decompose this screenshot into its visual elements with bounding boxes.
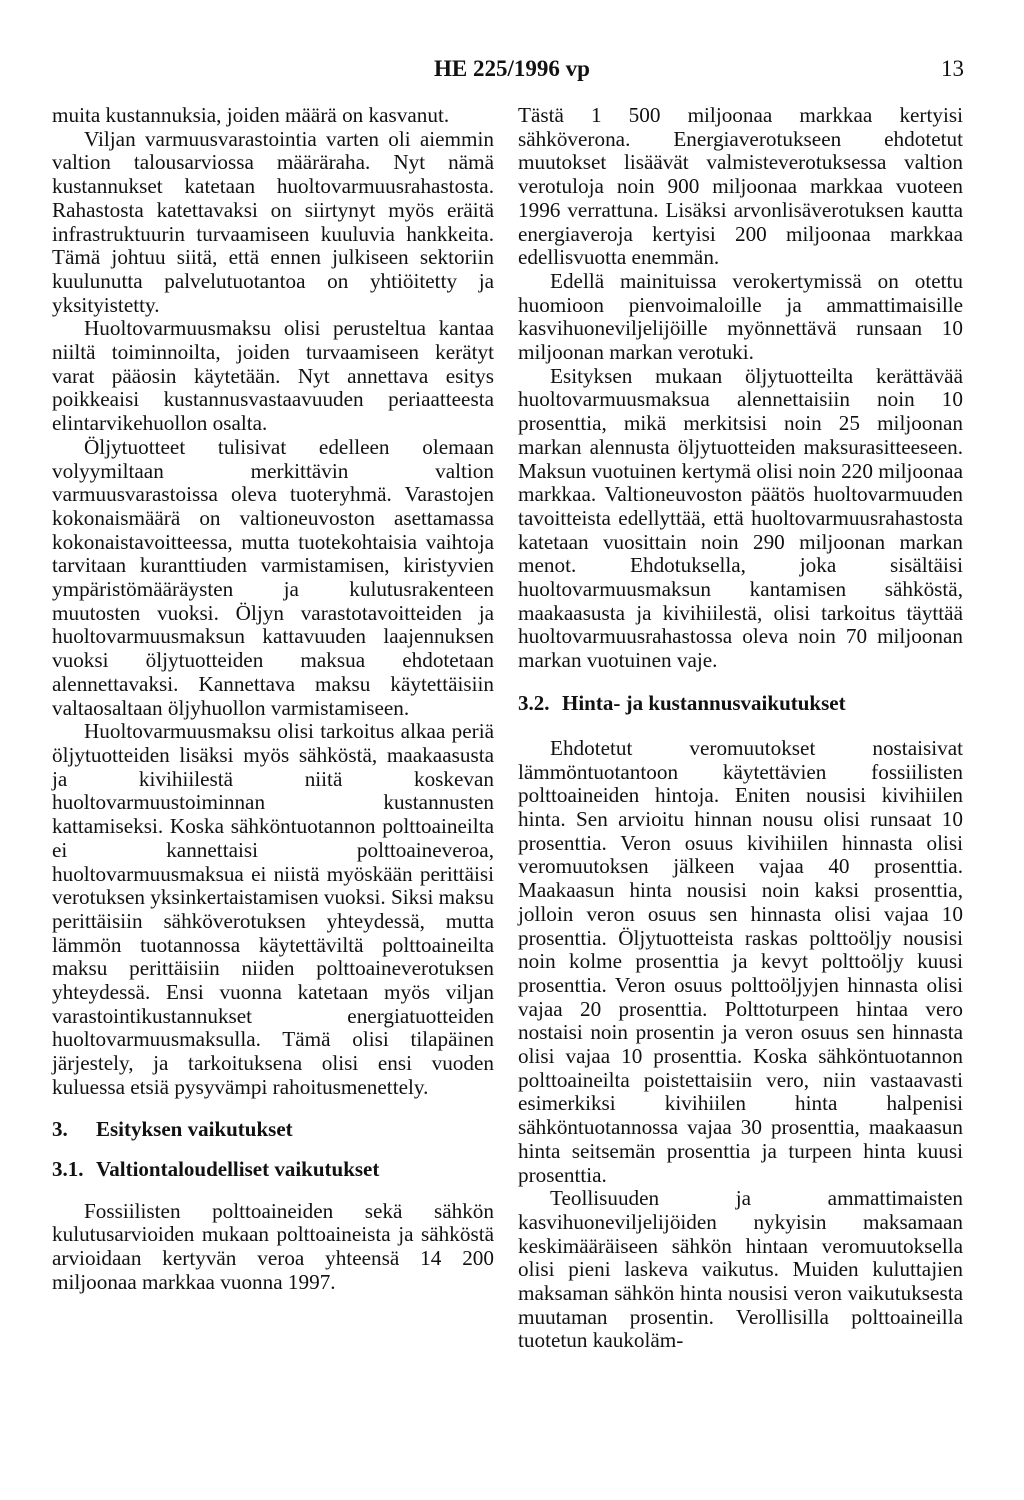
section-title: Esityksen vaikutukset <box>96 1116 293 1141</box>
subsection-title: Hinta- ja kustannusvaikutukset <box>562 690 846 715</box>
paragraph: Huoltovarmuusmaksu olisi perusteltua kantaa niiltä toiminnoilta, joiden turvaamiseen kerätyt varat pääosin käytetään. Nyt annettava esitys poikkeaisi kustannusvastaavuuden periaatteesta elintarvikehuollon osalta. <box>52 316 494 436</box>
section-number: 3. <box>52 1116 68 1141</box>
page-number: 13 <box>941 56 964 81</box>
subsection-heading <box>518 691 963 715</box>
right-column <box>518 104 963 1353</box>
subsection-title: Valtiontaloudelliset vaikutukset <box>96 1156 380 1181</box>
left-column <box>52 104 494 1294</box>
subsection-number: 3.2. <box>518 690 550 715</box>
paragraph: Tästä 1 500 miljoonaa markkaa kertyisi sähköverona. Energiaverotukseen ehdotetut muutokset lisäävät valmisteverotuksessa valtion verotuloja noin 900 miljoonaa markkaa vuoteen 1996 verrattuna. Lisäksi arvonlisäverotuksen kautta energiaveroja kertyisi 200 miljoonaa markkaa edellisvuotta enemmän. <box>518 103 963 270</box>
page-header <box>0 56 1024 86</box>
paragraph: muita kustannuksia, joiden määrä on kasvanut. <box>52 103 450 127</box>
paragraph: Öljytuotteet tulisivat edelleen olemaan volyymiltaan merkittävin valtion varmuusvarastoissa oleva tuoteryhmä. Varastojen kokonaismäärä on valtioneuvoston asettamassa kokonaistavoitteessa, mutta tuotekohtaisia vaihtoja tarvitaan kuranttiuden varmistamisen, kiristyvien ympäristömääräysten ja kulutusrakenteen muutosten vuoksi. Öljyn varastotavoitteiden ja huoltovarmuusmaksun kattavuuden laajennuksen vuoksi öljytuotteiden maksua ehdotetaan alennettavaksi. Kannettava maksu käytettäisiin valtaosaltaan öljyhuollon varmistamiseen. <box>52 434 494 720</box>
paragraph: Edellä mainituissa verokertymissä on otettu huomioon pienvoimaloille ja ammattimaisille kasvihuoneviljelijöille myönnettävä runsaan 10 miljoonan markan verotuki. <box>518 268 963 365</box>
paragraph: Esityksen mukaan öljytuotteilta kerättävää huoltovarmuusmaksua alennettaisiin noin 10 prosenttia, mikä merkitsisi noin 25 miljoonan markan alennusta öljytuotteiden maksurasitteeseen. Maksun vuotuinen kertymä olisi noin 220 miljoonaa markkaa. Valtioneuvoston päätös huoltovarmuuden tavoitteista edellyttää, että huoltovarmuusrahastosta katetaan vuosittain noin 290 miljoonan markan menot. Ehdotuksella, joka sisältäisi huoltovarmuusmaksun kantamisen sähköstä, maakaasusta ja kivihiilestä, olisi tarkoitus täyttää huoltovarmuusrahastossa oleva noin 70 miljoonan markan vuotuinen vaje. <box>518 363 963 673</box>
section-heading <box>52 1117 494 1141</box>
subsection-heading <box>52 1157 494 1181</box>
paragraph: Fossiilisten polttoaineiden sekä sähkön kulutusarvioiden mukaan polttoaineista ja sähköstä arvioidaan kertyvän veroa yhteensä 14 200 miljoonaa markkaa vuonna 1997. <box>52 1198 494 1294</box>
paragraph: Teollisuuden ja ammattimaisten kasvihuoneviljelijöiden nykyisin maksamaan keskimääräiseen sähkön hintaan veromuutoksella olisi pieni laskeva vaikutus. Muiden kuluttajien maksaman sähkön hinta nousisi veron vaikutuksesta muutaman prosentin. Verollisilla polttoaineilla tuotetun kaukoläm- <box>518 1186 963 1353</box>
subsection-number: 3.1. <box>52 1156 84 1181</box>
document-id: HE 225/1996 vp <box>434 56 590 81</box>
paragraph: Ehdotetut veromuutokset nostaisivat lämmöntuotantoon käytettävien fossiilisten polttoaineiden hintoja. Eniten nousisi kivihiilen hinta. Sen arvioitu hinnan nousu olisi runsaat 10 prosenttia. Veron osuus kivihiilen hinnasta olisi veromuutoksen jälkeen vajaa 40 prosenttia. Maakaasun hinta nousisi noin kaksi prosenttia, jolloin veron osuus sen hinnasta olisi vajaa 10 prosenttia. Öljytuotteista raskas polttoöljy nousisi noin kolme prosenttia ja kevyt polttoöljy kuusi prosenttia. Veron osuus polttoöljyjen hinnasta olisi vajaa 20 prosenttia. Polttoturpeen hintaa vero nostaisi noin prosentin ja veron osuus sen hinnasta olisi vajaa 10 prosenttia. Koska sähköntuotannon polttoaineilta poistettaisiin vero, niin vastaavasti esimerkiksi kivihiilen hinta halpenisi sähköntuotannossa vajaa 30 prosenttia, maakaasun hinta seitsemän prosenttia ja turpeen hinta kuusi prosenttia. <box>518 735 963 1187</box>
paragraph: Viljan varmuusvarastointia varten oli aiemmin valtion talousarviossa määräraha. Nyt nämä kustannukset katetaan huoltovarmuusrahastosta. Rahastosta katettavaksi on siirtynyt myös eräitä infrastruktuurin turvaamiseen kuuluvia hankkeita. Tämä johtuu siitä, että ennen julkiseen sektoriin kuulunutta palvelutuotantoa on yhtiöitetty ja yksityistetty. <box>52 126 494 317</box>
paragraph: Huoltovarmuusmaksu olisi tarkoitus alkaa periä öljytuotteiden lisäksi myös sähköstä, maakaasusta ja kivihiilestä niitä koskevan huoltovarmuustoiminnan kustannusten kattamiseksi. Koska sähköntuotannon polttoaineilta ei kannettaisi polttoaineveroa, huoltovarmuusmaksua ei niistä myöskään perittäisi verotuksen yksinkertaistamisen vuoksi. Siksi maksu perittäisiin sähköverotuksen yhteydessä, mutta lämmön tuotannossa käytettäviltä polttoaineilta maksu perittäisiin niiden polttoaineverotuksen yhteydessä. Ensi vuonna katetaan myös viljan varastointikustannukset energiatuotteiden huoltovarmuusmaksulla. Tämä olisi tilapäinen järjestely, ja tarkoituksena olisi ensi vuoden kuluessa etsiä pysyvämpi rahoitusmenettely. <box>52 719 494 1099</box>
